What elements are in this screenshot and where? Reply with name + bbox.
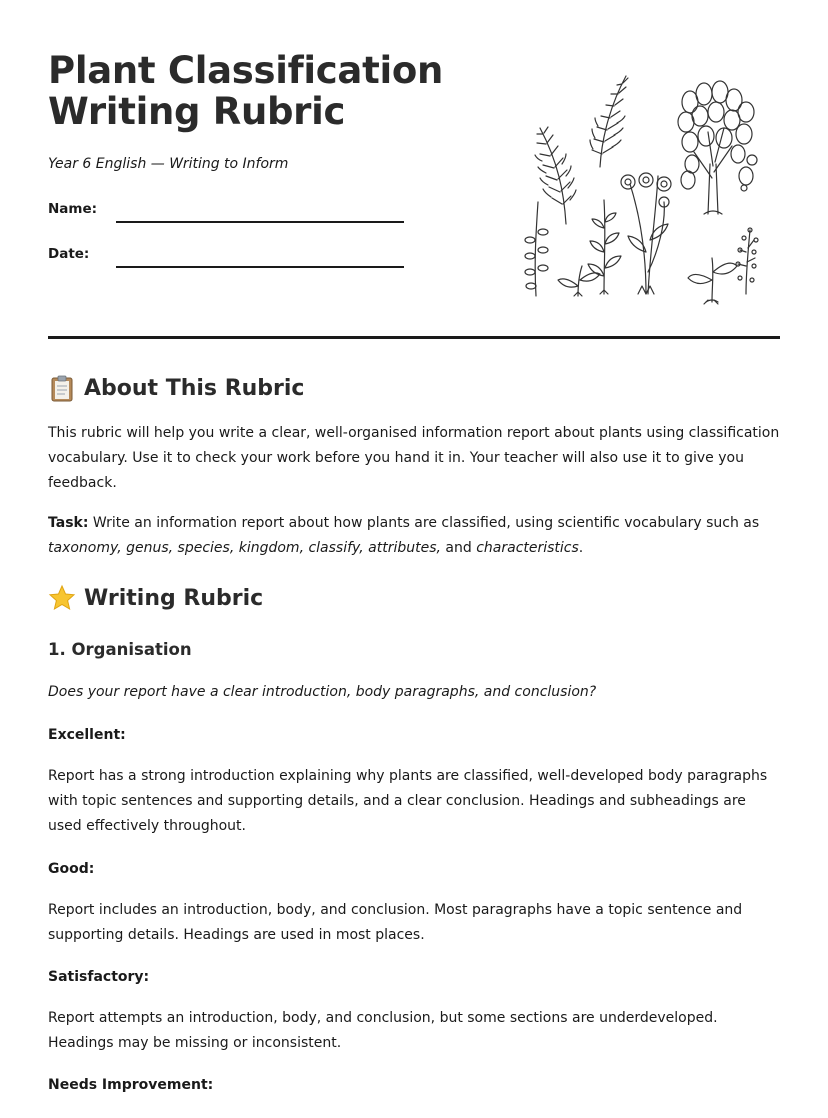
clipboard-icon <box>48 374 76 402</box>
level-satisfactory-text: Report attempts an introduction, body, and conclusion, but some sections are underdeveloped. Headings may be missing or inconsistent. <box>48 1010 718 1051</box>
name-label: Name: <box>48 201 98 217</box>
about-intro: This rubric will help you write a clear, well-organised information report about plants using classification vocabulary. Use it to check your work before you hand it in. Your teacher will also use it to give you feedback. <box>48 425 780 491</box>
tree-icon <box>678 81 757 214</box>
task-last-term: characteristics <box>476 540 579 556</box>
title-line-1: Plant Classification <box>48 49 444 92</box>
subtitle: Year 6 English — Writing to Inform <box>48 156 289 172</box>
title-line-2: Writing Rubric <box>48 90 346 133</box>
about-heading-text: About This Rubric <box>84 375 305 401</box>
task-end: . <box>578 540 584 556</box>
level-excellent-label: Excellent: <box>48 727 126 743</box>
rubric-heading <box>48 584 263 612</box>
task-label: Task: <box>48 515 89 531</box>
name-field[interactable] <box>48 201 408 225</box>
task-terms: taxonomy, genus, species, kingdom, classify, attributes, <box>48 540 441 556</box>
task-paragraph <box>48 511 780 561</box>
header-divider <box>48 336 780 339</box>
herb-icon <box>736 228 758 294</box>
sprig-icon <box>525 202 548 296</box>
small-plant-icon <box>558 266 600 296</box>
level-good-label: Good: <box>48 861 95 877</box>
rubric-heading-text: Writing Rubric <box>84 585 264 611</box>
date-field[interactable] <box>48 246 408 270</box>
date-line[interactable] <box>116 266 404 268</box>
fern-left-icon <box>535 127 576 224</box>
task-and: and <box>440 540 477 556</box>
seedling-icon <box>688 258 737 304</box>
page-title <box>48 50 468 132</box>
level-satisfactory-label: Satisfactory: <box>48 969 150 985</box>
level-good-text: Report includes an introduction, body, and conclusion. Most paragraphs have a topic sentence and supporting details. Headings are used in most places. <box>48 902 743 943</box>
date-label: Date: <box>48 246 90 262</box>
flowering-plant-icon <box>621 173 671 294</box>
criterion-question: Does your report have a clear introduction, body paragraphs, and conclusion? <box>48 684 597 700</box>
botanical-plants-icon <box>518 72 770 308</box>
about-heading <box>48 374 304 402</box>
level-needs-improvement-label: Needs Improvement: <box>48 1077 214 1093</box>
name-line[interactable] <box>116 221 404 223</box>
fern-right-icon <box>590 76 628 167</box>
star-icon <box>48 584 76 612</box>
criterion-organisation-heading: 1. Organisation <box>48 640 192 659</box>
task-text: Write an information report about how plants are classified, using scientific vocabulary such as <box>88 515 760 531</box>
level-excellent-text: Report has a strong introduction explaining why plants are classified, well-developed body paragraphs with topic sentences and supporting details, and a clear conclusion. Headings and subheadings are used effectively throughout. <box>48 768 768 834</box>
